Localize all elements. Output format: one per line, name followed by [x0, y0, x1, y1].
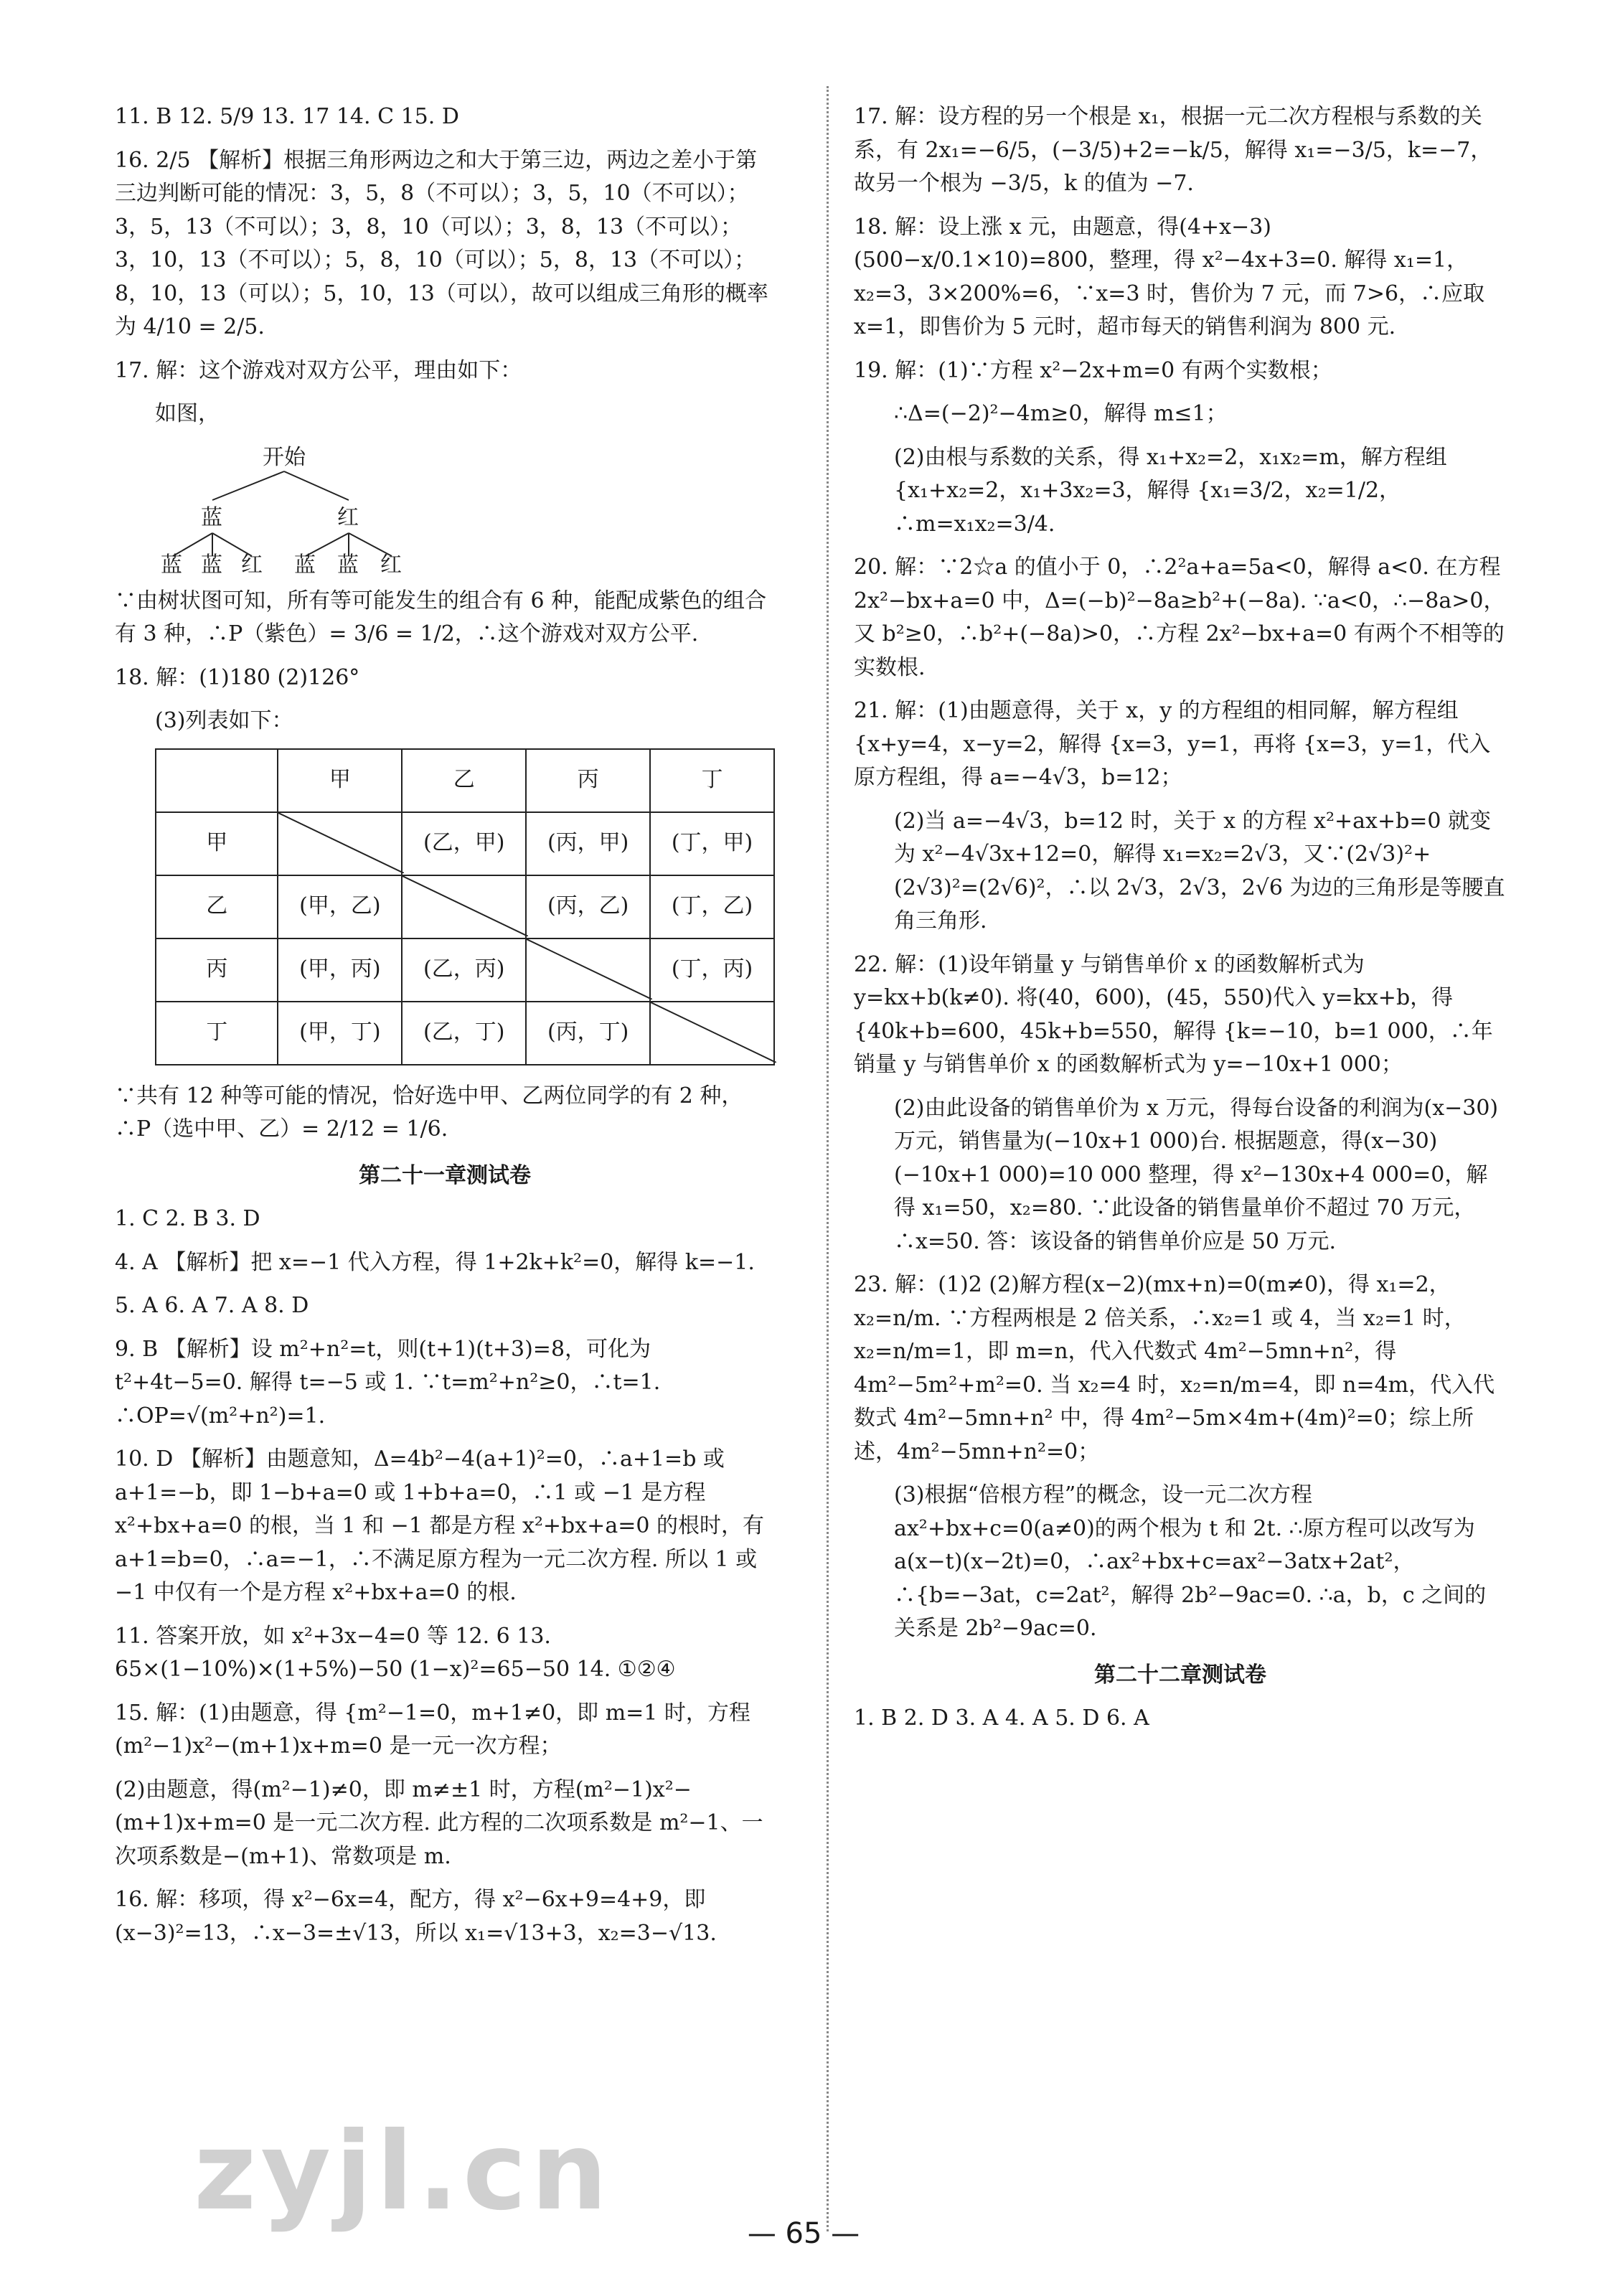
table-cell: 乙 [156, 875, 278, 938]
table-cell [156, 749, 278, 812]
tree-leaf-1: 蓝 [161, 552, 182, 578]
tree-leaf-2: 蓝 [201, 552, 222, 578]
table-row [156, 812, 774, 875]
table-cell: (甲，丙) [278, 938, 402, 1002]
table-diagonal-cell [402, 875, 526, 938]
ch22-answers-1-6: 1. B 2. D 3. A 4. A 5. D 6. A [854, 1705, 1149, 1731]
table-cell: (丙，丁) [526, 1002, 650, 1065]
table-header-row [156, 749, 774, 812]
tree-branch-1: 蓝 [201, 504, 222, 530]
table-cell: (丙，甲) [526, 812, 650, 875]
table-cell: (乙，甲) [402, 812, 526, 875]
right-column [854, 100, 1507, 1746]
table-cell: (丙，乙) [526, 875, 650, 938]
tree-leaf-5: 蓝 [337, 552, 359, 578]
table-cell: 乙 [402, 749, 526, 812]
tree-root: 开始 [263, 444, 306, 470]
table-cell: (乙，丙) [402, 938, 526, 1002]
tree-branch-2: 红 [337, 504, 359, 530]
table-row [156, 938, 774, 1002]
left-column [115, 100, 775, 1960]
ch21-answer-18: 18. 解：设上涨 x 元，由题意，得(4+x−3)(500−x/0.1×10)=800，整理，得 x²−4x+3=0. 解得 x₁=1，x₂=3，3×200%=6，∵x=3 时，售价为 7 元，而 7>6，∴应取 x=1，即售价为 5 元时，超市每天的销售利润为 800 元. [854, 214, 1485, 339]
ch21-answer-22-2: (2)由此设备的销售单价为 x 万元，得每台设备的利润为(x−30)万元，销售量为(−10x+1 000)台. 根据题意，得(x−30)(−10x+1 000)=10 000 整理，得 x²−130x+4 000=0，解得 x₁=50，x₂=80. ∵此设备的销售量单价不超过 70 万元，∴x=50. 答：该设备的销售单价应是 50 万元. [894, 1095, 1499, 1254]
table-cell: 丁 [156, 1002, 278, 1065]
ch21-answer-10: 10. D 【解析】由题意知，Δ=4b²−4(a+1)²=0，∴a+1=b 或 a+1=−b，即 1−b+a=0 或 1+b+a=0，∴1 或 −1 是方程 x²+bx+a=0 的根，当 1 和 −1 都是方程 x²+bx+a=0 的根时，有 a+1=b=0，∴a=−1，∴不满足原方程为一元二次方程. 所以 1 或 −1 中仅有一个是方程 x²+bx+a=0 的根. [115, 1446, 764, 1605]
ch21-answer-23-3: (3)根据“倍根方程”的概念，设一元二次方程 ax²+bx+c=0(a≠0)的两个根为 t 和 2t. ∴原方程可以改写为 a(x−t)(x−2t)=0，∴ax²+bx+c=ax²−3atx+2at²，∴{b=−3at，c=2at²，解得 2b²−9ac=0. ∴a，b，c 之间的关系是 2b²−9ac=0. [894, 1482, 1487, 1641]
answer-18-3: (3)列表如下： [155, 708, 293, 733]
table-cell: (丁，乙) [650, 875, 774, 938]
table-diagonal-cell [650, 1002, 774, 1065]
answer-17-ref: 如图， [155, 401, 220, 426]
table-cell: 丙 [156, 938, 278, 1002]
chapter-21-heading: 第二十一章测试卷 [359, 1162, 531, 1188]
ch21-answer-15-1: 15. 解：(1)由题意，得 {m²−1=0，m+1≠0，即 m=1 时，方程(m²−1)x²−(m+1)x+m=0 是一元一次方程； [115, 1700, 750, 1759]
table-row [156, 1002, 774, 1065]
table-cell: (丁，甲) [650, 812, 774, 875]
answer-17-intro: 17. 解：这个游戏对双方公平，理由如下： [115, 357, 522, 383]
ch21-answers-5-8: 5. A 6. A 7. A 8. D [115, 1293, 309, 1318]
chapter-22-heading: 第二十二章测试卷 [1094, 1662, 1266, 1688]
ch21-answer-21-1: 21. 解：(1)由题意得，关于 x，y 的方程组的相同解，解方程组 {x+y=4，x−y=2，解得 {x=3，y=1，再将 {x=3，y=1，代入原方程组，得 a=−4√3，b=12； [854, 698, 1491, 790]
table-diagonal-cell [278, 812, 402, 875]
ch21-answer-23: 23. 解：(1)2 (2)解方程(x−2)(mx+n)=0(m≠0)，得 x₁=2，x₂=n/m. ∵方程两根是 2 倍关系，∴x₂=1 或 4，当 x₂=1 时，x₂=n/m=1，即 m=n，代入代数式 4m²−5mn+n²，得 4m²−5m²+m²=0. 当 x₂=4 时，x₂=n/m=4，即 n=4m，代入代数式 4m²−5mn+n² 中，得 4m²−5m×4m+(4m)²=0；综上所述，4m²−5mn+n²=0； [854, 1272, 1495, 1464]
ch21-answer-22-1: 22. 解：(1)设年销量 y 与销售单价 x 的函数解析式为 y=kx+b(k≠0). 将(40，600)，(45，550)代入 y=kx+b，得 {40k+b=600，45k+b=550，解得 {k=−10，b=1 000，∴年销量 y 与销售单价 x 的函数解析式为 y=−10x+1 000； [854, 951, 1493, 1077]
table-cell: (甲，乙) [278, 875, 402, 938]
table-cell: (乙，丁) [402, 1002, 526, 1065]
answer-16: 16. 2/5 【解析】根据三角形两边之和大于第三边，两边之差小于第三边判断可能的情况：3，5，8（不可以）；3，5，10（不可以）；3，5，13（不可以）；3，8，10（可以）；3，8，13（不可以）；3，10，13（不可以）；5，8，10（可以）；5，8，13（不可以）；8，10，13（可以）；5，10，13（可以），故可以组成三角形的概率为 4/10 = 2/5. [115, 147, 768, 339]
table-cell: 丙 [526, 749, 650, 812]
answer-17-conclusion: ∵由树状图可知，所有等可能发生的组合有 6 种，能配成紫色的组合有 3 种，∴P（紫色）= 3/6 = 1/2，∴这个游戏对双方公平. [115, 588, 767, 646]
answer-18-12: 18. 解：(1)180 (2)126° [115, 664, 360, 690]
table-diagonal-cell [526, 938, 650, 1002]
ch21-answer-16: 16. 解：移项，得 x²−6x=4，配方，得 x²−6x+9=4+9，即(x−3)²=13，∴x−3=±√13，所以 x₁=√13+3，x₂=3−√13. [115, 1887, 717, 1946]
outcome-table [155, 748, 775, 1065]
ch21-answer-9: 9. B 【解析】设 m²+n²=t，则(t+1)(t+3)=8，可化为 t²+4t−5=0. 解得 t=−5 或 1. ∵t=m²+n²≥0，∴t=1. ∴OP=√(m²+n²)=1. [115, 1336, 661, 1429]
answers-11-15: 11. B 12. 5/9 13. 17 14. C 15. D [115, 104, 459, 129]
table-cell: (甲，丁) [278, 1002, 402, 1065]
ch21-answers-1-3: 1. C 2. B 3. D [115, 1206, 260, 1231]
tree-leaf-3: 红 [241, 552, 263, 578]
table-cell: 丁 [650, 749, 774, 812]
table-cell: (丁，丙) [650, 938, 774, 1002]
ch21-answer-19-delta: ∴Δ=(−2)²−4m≥0，解得 m≤1； [894, 401, 1228, 426]
ch21-answer-19-2: (2)由根与系数的关系，得 x₁+x₂=2，x₁x₂=m，解方程组 {x₁+x₂=2，x₁+3x₂=3，解得 {x₁=3/2，x₂=1/2，∴m=x₁x₂=3/4. [894, 444, 1447, 537]
ch21-answer-21-2: (2)当 a=−4√3，b=12 时，关于 x 的方程 x²+ax+b=0 就变为 x²−4√3x+12=0，解得 x₁=x₂=2√3，又∵(2√3)²+(2√3)²=(2√6)²，∴以 2√3，2√3，2√6 为边的三角形是等腰直角三角形. [894, 808, 1505, 933]
answer-18-conclusion: ∵共有 12 种等可能的情况，恰好选中甲、乙两位同学的有 2 种，∴P（选中甲、乙）= 2/12 = 1/6. [115, 1083, 743, 1142]
tree-leaf-4: 蓝 [294, 552, 316, 578]
ch21-answer-15-2: (2)由题意，得(m²−1)≠0，即 m≠±1 时，方程(m²−1)x²−(m+1)x+m=0 是一元二次方程. 此方程的二次项系数是 m²−1、一次项系数是−(m+1)、常数项是 m. [115, 1777, 763, 1869]
page-number: — 65 — [747, 2217, 860, 2250]
ch21-answers-11-14: 11. 答案开放，如 x²+3x−4=0 等 12. 6 13. 65×(1−10%)×(1+5%)−50 (1−x)²=65−50 14. ①②④ [115, 1623, 676, 1682]
tree-diagram [155, 441, 456, 578]
watermark: zyjl.cn [194, 2109, 612, 2234]
tree-leaf-6: 红 [380, 552, 402, 578]
table-row [156, 875, 774, 938]
ch21-answer-20: 20. 解：∵2☆a 的值小于 0，∴2²a+a=5a<0，解得 a<0. 在方程 2x²−bx+a=0 中，Δ=(−b)²−8a≥b²+(−8a). ∵a<0，∴−8a>0，又 b²≥0，∴b²+(−8a)>0，∴方程 2x²−bx+a=0 有两个不相等的实数根. [854, 555, 1505, 680]
column-divider [827, 86, 829, 2231]
ch21-answer-19-1: 19. 解：(1)∵方程 x²−2x+m=0 有两个实数根； [854, 357, 1332, 383]
table-cell: 甲 [278, 749, 402, 812]
ch21-answer-4: 4. A 【解析】把 x=−1 代入方程，得 1+2k+k²=0，解得 k=−1. [115, 1249, 755, 1275]
ch21-answer-17: 17. 解：设方程的另一个根是 x₁，根据一元二次方程根与系数的关系，有 2x₁=−6/5，(−3/5)+2=−k/5，解得 x₁=−3/5，k=−7，故另一个根为 −3/5，k 的值为 −7. [854, 104, 1492, 196]
table-cell: 甲 [156, 812, 278, 875]
